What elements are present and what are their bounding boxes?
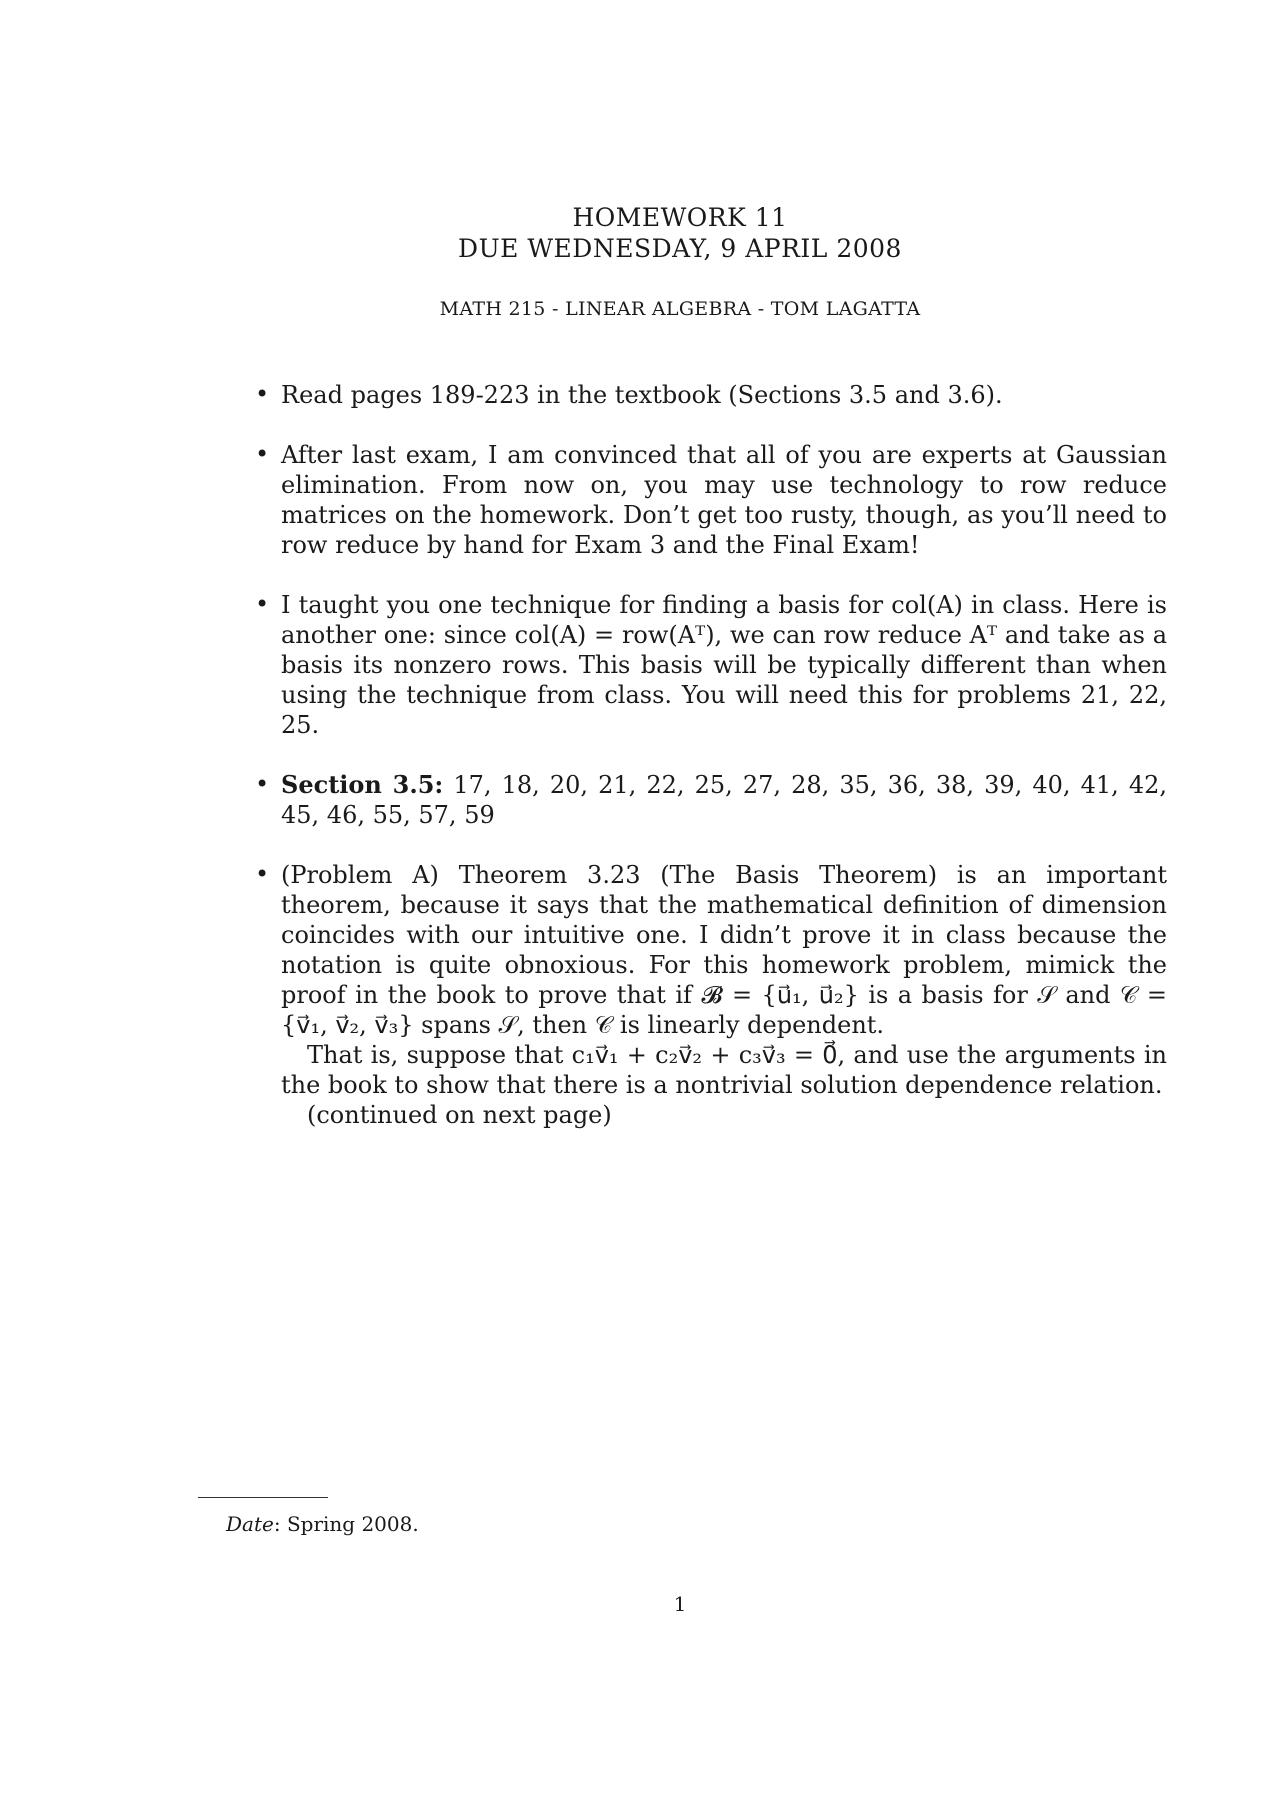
footnote-label: Date [226,1512,274,1536]
bullet: • [255,590,270,618]
course-line: MATH 215 - LINEAR ALGEBRA - TOM LAGATTA [439,298,921,320]
section-label: Section 3.5: [281,770,444,799]
title-line-1: HOMEWORK 11 [572,203,788,232]
title-line-2: DUE WEDNESDAY, 9 APRIL 2008 [458,234,902,263]
technology-text: After last exam, I am convinced that all of you are experts at Gaussian elimination. From now on, you may use technology to row reduce matrices on the homework. Don’t get too rusty, though, as you’ll need to row reduce by hand for Exam 3 and the Final Exam! [281,441,1167,559]
footnote-text: : Spring 2008. [273,1512,419,1536]
list-item-section-problems [255,770,1167,830]
footnote [226,1512,419,1536]
bullet: • [255,440,270,468]
list-item-technology [255,440,1167,560]
basis-technique-text: I taught you one technique for finding a basis for col(A) in class. Here is another one: since col(A) = row(Aᵀ), we can row reduce Aᵀ and take as a basis its nonzero rows. This basis will be typically different than when using the technique from class. You will need this for problems 21, 22, 25. [281,591,1167,739]
problem-a-text: (Problem A) Theorem 3.23 (The Basis Theorem) is an important theorem, because it says that the mathematical definition of dimension coincides with our intuitive one. I didn’t prove it in class because the notation is quite obnoxious. For this homework problem, mimick the proof in the book to prove that if 𝓑 = {u⃗₁, u⃗₂} is a basis for 𝒮 and 𝒞 = {v⃗₁, v⃗₂, v⃗₃} spans 𝒮, then 𝒞 is linearly dependent. [281,861,1167,1039]
bullet: • [255,380,270,408]
bullet: • [255,770,270,798]
bullet: • [255,860,270,888]
list-item-reading [255,380,1167,410]
continued-note: (continued on next page) [307,1101,612,1129]
reading-text: Read pages 189-223 in the textbook (Sections 3.5 and 3.6). [281,381,1003,409]
page-number: 1 [673,1592,687,1616]
list-item-basis-technique [255,590,1167,740]
section-problems: 17, 18, 20, 21, 22, 25, 27, 28, 35, 36, 38, 39, 40, 41, 42, 45, 46, 55, 57, 59 [281,771,1167,829]
list-item-problem-a [255,860,1167,1100]
assignment-list [255,380,1167,1130]
problem-a-continuation: That is, suppose that c₁v⃗₁ + c₂v⃗₂ + c₃v⃗₃ = 0⃗, and use the arguments in the book to show that there is a nontrivial solution dependence relation. [281,1041,1167,1099]
footnote-rule [198,1497,328,1498]
